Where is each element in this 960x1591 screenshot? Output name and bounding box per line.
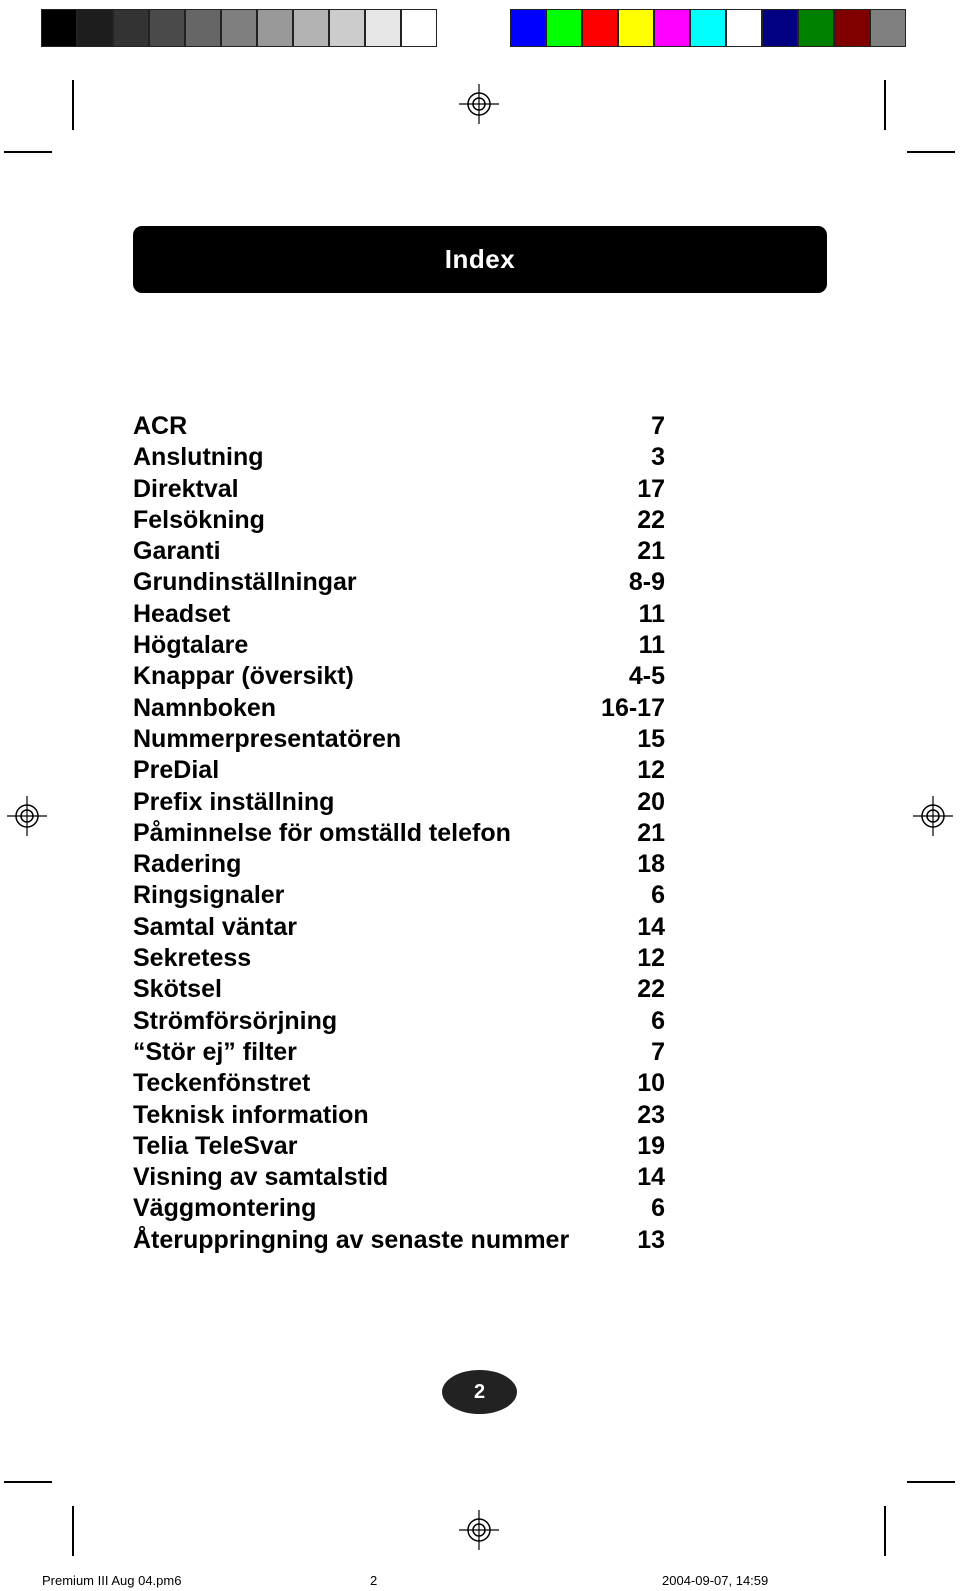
index-page-ref: 7 xyxy=(651,1037,665,1066)
index-term: Headset xyxy=(133,599,231,628)
index-term: Grundinställningar xyxy=(133,568,357,597)
registration-mark-icon xyxy=(7,796,47,836)
index-entry xyxy=(133,661,665,692)
index-list xyxy=(133,411,665,1256)
index-page-ref: 4-5 xyxy=(628,662,665,691)
index-term: Strömförsörjning xyxy=(133,1006,338,1035)
index-page-ref: 11 xyxy=(638,631,665,660)
index-entry xyxy=(133,943,665,974)
footer-timestamp: 2004-09-07, 14:59 xyxy=(662,1573,769,1588)
index-entry xyxy=(133,880,665,911)
index-entry xyxy=(133,1037,665,1068)
index-page-ref: 6 xyxy=(651,881,665,910)
footer-page: 2 xyxy=(370,1573,378,1588)
index-entry xyxy=(133,505,665,536)
index-term: ACR xyxy=(133,412,188,440)
index-page-ref: 19 xyxy=(637,1131,665,1160)
calibration-swatch xyxy=(257,9,293,47)
color-calibration-bar xyxy=(510,9,906,47)
index-entry xyxy=(133,536,665,567)
index-term: Garanti xyxy=(133,537,221,566)
index-term: Skötsel xyxy=(133,975,222,1004)
registration-mark-icon xyxy=(913,796,953,836)
index-header xyxy=(133,226,827,293)
index-page-ref: 7 xyxy=(651,412,665,440)
page-number: 2 xyxy=(473,1380,486,1403)
calibration-swatch xyxy=(113,9,149,47)
index-entry xyxy=(133,1131,665,1162)
calibration-swatch xyxy=(149,9,185,47)
footer-file-name: Premium III Aug 04.pm6 xyxy=(42,1573,182,1588)
index-page-ref: 15 xyxy=(637,724,665,753)
index-term: “Stör ej” filter xyxy=(133,1037,297,1066)
index-entry xyxy=(133,818,665,849)
index-term: Högtalare xyxy=(133,631,249,660)
index-page-ref: 21 xyxy=(637,818,665,847)
index-entry xyxy=(133,912,665,943)
index-page-ref: 12 xyxy=(637,944,665,973)
index-entry xyxy=(133,1006,665,1037)
grayscale-calibration-bar xyxy=(41,9,437,47)
index-entry xyxy=(133,1100,665,1131)
crop-mark xyxy=(907,151,955,153)
index-page-ref: 12 xyxy=(637,756,665,785)
index-term: Anslutning xyxy=(133,443,264,472)
crop-mark xyxy=(884,80,886,130)
index-term: Prefix inställning xyxy=(133,787,335,816)
index-term: Namnboken xyxy=(133,693,277,722)
calibration-swatch xyxy=(221,9,257,47)
calibration-swatch xyxy=(654,9,690,47)
index-page-ref: 13 xyxy=(637,1225,665,1254)
index-term: Felsökning xyxy=(133,505,265,534)
index-term: Radering xyxy=(133,850,242,879)
crop-mark xyxy=(4,1481,52,1483)
crop-mark xyxy=(884,1506,886,1556)
calibration-swatch xyxy=(185,9,221,47)
calibration-swatch xyxy=(870,9,906,47)
index-entry xyxy=(133,630,665,661)
calibration-swatch xyxy=(329,9,365,47)
calibration-swatch xyxy=(401,9,437,47)
index-page-ref: 22 xyxy=(637,505,665,534)
index-page-ref: 17 xyxy=(637,474,665,503)
index-term: Telia TeleSvar xyxy=(133,1131,298,1160)
index-term: Nummerpresentatören xyxy=(133,724,402,753)
page-number-badge xyxy=(442,1370,517,1414)
calibration-swatch xyxy=(762,9,798,47)
page-title: Index xyxy=(444,244,516,274)
registration-mark-icon xyxy=(459,1510,499,1550)
index-entry xyxy=(133,724,665,755)
index-entry xyxy=(133,1068,665,1099)
index-entry xyxy=(133,1225,665,1256)
index-entry xyxy=(133,442,665,473)
index-term: Väggmontering xyxy=(133,1194,317,1223)
index-entry xyxy=(133,567,665,598)
index-page-ref: 3 xyxy=(651,443,665,472)
index-page-ref: 8-9 xyxy=(628,568,665,597)
index-entry xyxy=(133,1162,665,1193)
index-entry xyxy=(133,599,665,630)
index-page-ref: 10 xyxy=(637,1069,665,1098)
index-page-ref: 18 xyxy=(637,850,665,879)
index-term: Direktval xyxy=(133,474,239,503)
index-entry xyxy=(133,693,665,724)
index-term: Påminnelse för omställd telefon xyxy=(133,818,511,847)
calibration-swatch xyxy=(293,9,329,47)
index-page-ref: 22 xyxy=(637,975,665,1004)
calibration-swatch xyxy=(690,9,726,47)
calibration-swatch xyxy=(582,9,618,47)
index-page-ref: 14 xyxy=(637,912,665,941)
crop-mark xyxy=(907,1481,955,1483)
index-page-ref: 6 xyxy=(651,1194,665,1223)
index-page-ref: 11 xyxy=(638,599,665,628)
calibration-swatch xyxy=(365,9,401,47)
index-entry xyxy=(133,849,665,880)
index-page-ref: 21 xyxy=(637,537,665,566)
index-page-ref: 20 xyxy=(637,787,665,816)
index-term: Ringsignaler xyxy=(133,881,285,910)
index-entry xyxy=(133,787,665,818)
index-term: Sekretess xyxy=(133,944,252,973)
index-page-ref: 23 xyxy=(637,1100,665,1129)
calibration-swatch xyxy=(510,9,546,47)
crop-mark xyxy=(4,151,52,153)
crop-mark xyxy=(72,80,74,130)
calibration-swatch xyxy=(726,9,762,47)
index-page-ref: 16-17 xyxy=(601,693,665,722)
calibration-swatch xyxy=(798,9,834,47)
index-entry xyxy=(133,974,665,1005)
index-term: Teknisk information xyxy=(133,1100,369,1129)
registration-mark-icon xyxy=(459,84,499,124)
index-entry xyxy=(133,755,665,786)
index-entry xyxy=(133,411,665,442)
index-term: Visning av samtalstid xyxy=(133,1163,389,1192)
calibration-swatch xyxy=(834,9,870,47)
calibration-swatch xyxy=(77,9,113,47)
calibration-swatch xyxy=(618,9,654,47)
calibration-swatch xyxy=(41,9,77,47)
index-term: Knappar (översikt) xyxy=(133,662,354,691)
calibration-swatch xyxy=(546,9,582,47)
index-page-ref: 6 xyxy=(651,1006,665,1035)
index-term: Samtal väntar xyxy=(133,912,297,941)
index-entry xyxy=(133,1193,665,1224)
index-term: PreDial xyxy=(133,756,220,785)
index-term: Återuppringning av senaste nummer xyxy=(133,1225,570,1254)
crop-mark xyxy=(72,1506,74,1556)
index-entry xyxy=(133,474,665,505)
index-term: Teckenfönstret xyxy=(133,1069,311,1098)
index-page-ref: 14 xyxy=(637,1163,665,1192)
